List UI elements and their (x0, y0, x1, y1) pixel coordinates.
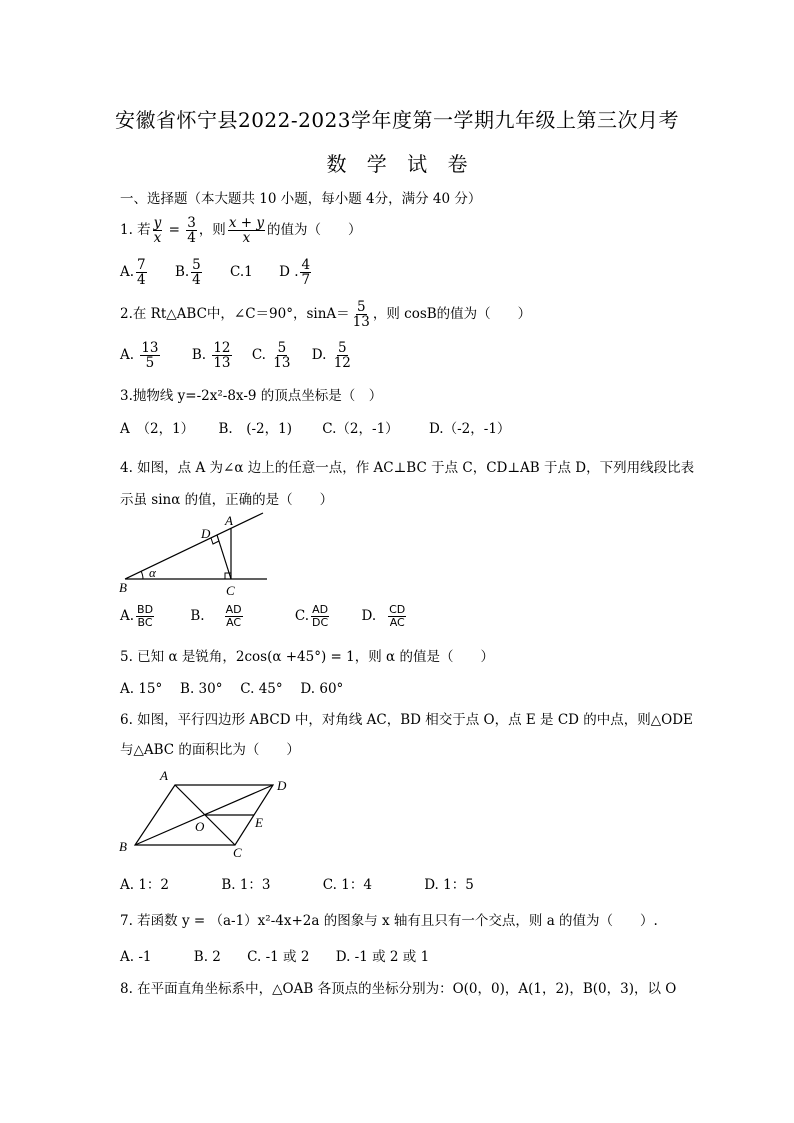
question-1: 1. 若 $\frac{y}{x}$ = $\frac{3}{4}$ ，则 $\frac{x + y}{x}$ 的值为（ ） (120, 215, 362, 247)
question-5-options: A. 15° B. 30° C. 45° D. 60° (120, 681, 344, 697)
label-o: O (195, 819, 205, 834)
question-4-line-2: 示虽 sinα 的值，正确的是（ ） (120, 492, 334, 508)
question-4-line-1: 4. 如图，点 A 为∠α 边上的任意一点，作 AC⊥BC 于点 C，CD⊥AB 于点 D，下列用线段比表 (120, 460, 695, 476)
option-a: A. $\frac{BD}{BC}$ (120, 603, 154, 629)
option-d: D. -1 或 2 或 1 (335, 949, 430, 965)
section-heading: 一、选择题（本大题共 10 小题，每小题 4分，满分 40 分） (120, 191, 482, 207)
option-a: A. -1 (120, 949, 152, 965)
exam-title: 安徽省怀宁县2022-2023学年度第一学期九年级上第三次月考 (114, 108, 680, 132)
label-c: C (233, 845, 242, 860)
option-d: D. 1：5 (424, 877, 474, 893)
option-b: B. $\frac{5}{4}$ (174, 257, 201, 289)
label-c: C (226, 583, 235, 598)
option-d: D.（-2，-1） (428, 421, 511, 437)
option-c: C. 1：4 (322, 877, 372, 893)
question-2: 2.在 Rt△ABC中，∠C＝90°，sinA＝ $\frac{5}{13}$ ，则 cosB的值为（ ） (120, 299, 532, 331)
question-7-options (120, 945, 429, 965)
option-a: A. 1：2 (120, 877, 170, 893)
option-b: B. 2 (193, 949, 221, 965)
option-a: A. $\frac{13}{5}$ (120, 340, 159, 372)
question-6-line-1: 6. 如图，平行四边形 ABCD 中，对角线 AC，BD 相交于点 O，点 E 是 CD 的中点，则△ODE (120, 712, 693, 728)
label-d: D (277, 778, 287, 793)
option-c: C.1 (230, 264, 253, 281)
option-b: B. (-2，1) (218, 421, 292, 437)
label-alpha: α (149, 565, 156, 580)
question-5: 5. 已知 α 是锐角，2cos(α +45°) = 1，则 α 的值是（ ） (120, 649, 494, 665)
question-1-options (120, 258, 313, 287)
label-d: D (201, 526, 211, 541)
figure-angle-alpha (115, 508, 275, 600)
option-a: A. $\frac{7}{4}$ (120, 257, 146, 289)
option-a: A （2，1） (120, 421, 195, 437)
question-4-options (120, 604, 408, 628)
question-7: 7. 若函数 y = （a-1）x²-4x+2a 的图象与 x 轴有且只有一个交点，则 a 的值为（ ）. (120, 913, 658, 929)
label-b: B (119, 839, 127, 854)
label-a: A (225, 513, 233, 528)
figure-parallelogram (115, 765, 295, 860)
option-b: B. 1：3 (221, 877, 271, 893)
option-d: D. $\frac{5}{12}$ (311, 340, 351, 372)
question-6-options (120, 873, 474, 893)
option-d: D . $\frac{4}{7}$ (279, 257, 311, 289)
question-3: 3.抛物线 y=-2x²-8x-9 的顶点坐标是（ ） (120, 388, 383, 404)
label-e: E (255, 815, 263, 830)
question-6-line-2: 与△ABC 的面积比为（ ） (120, 742, 300, 758)
question-3-options (120, 417, 510, 437)
option-d: D. $\frac{CD}{AC}$ (361, 603, 406, 629)
question-8: 8. 在平面直角坐标系中，△OAB 各顶点的坐标分别为：O(0，0)，A(1，2)，B(0，3)，以 O (120, 981, 677, 997)
question-2-options (120, 341, 354, 370)
option-c: C.（2，-1） (322, 421, 399, 437)
option-b: B. $\frac{12}{13}$ (191, 340, 231, 372)
option-c: C. $\frac{AD}{DC}$ (294, 603, 329, 629)
exam-subtitle: 数 学 试 卷 (326, 152, 468, 176)
label-a: A (160, 768, 168, 783)
label-b: B (119, 580, 127, 595)
option-c: C. -1 或 2 (247, 949, 310, 965)
option-b: B. $\frac{AD}{AC}$ (190, 603, 242, 629)
option-c: C. $\frac{5}{13}$ (251, 340, 291, 372)
